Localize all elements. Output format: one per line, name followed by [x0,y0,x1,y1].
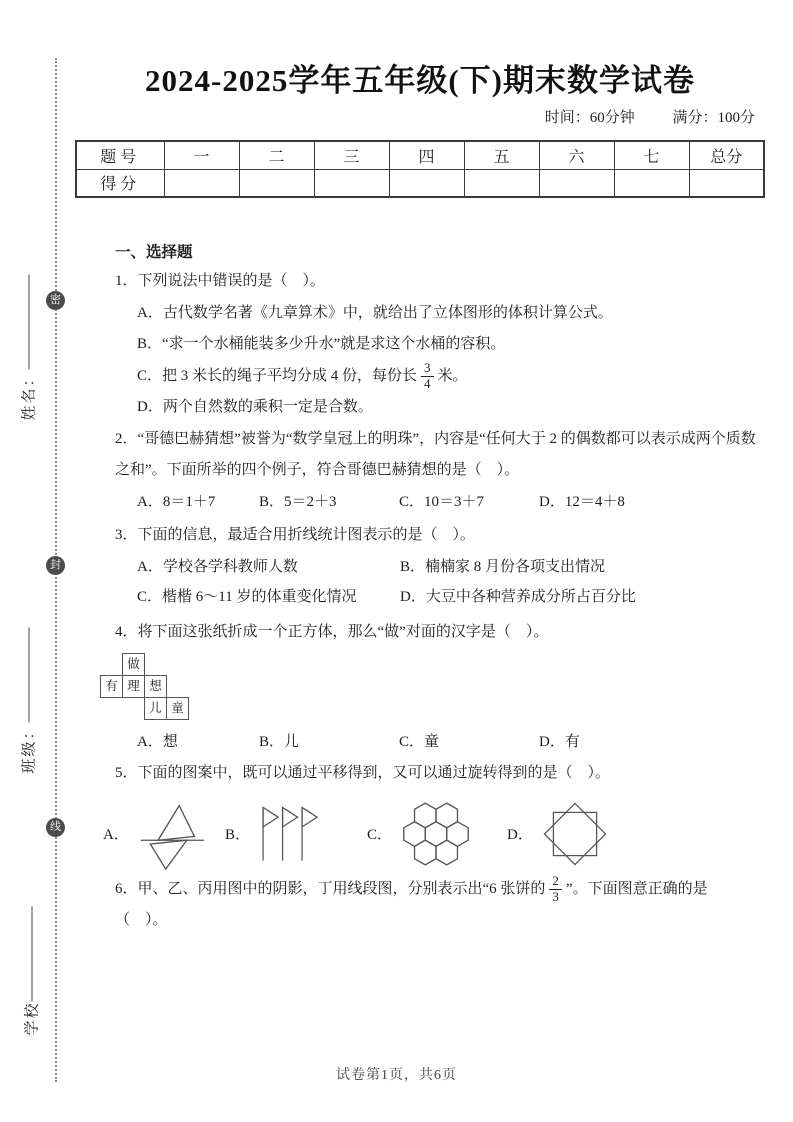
q4-option-a: A．想 [137,733,178,750]
q1-option-d: D．两个自然数的乘积一定是合数。 [137,399,373,415]
q5-label-a: A． [103,827,129,843]
cube-net-figure [100,653,200,721]
q2-option-c: C．10＝3＋7 [399,493,485,510]
net-cell: 想 [144,675,167,698]
q1-options [137,298,765,424]
q3-option-a: A．学校各学科教师人数 [137,558,298,575]
score-table-header-cell: 题号 [76,141,164,169]
question-1 [75,266,765,424]
seal-char-feng: 封 [46,556,65,575]
school-field [21,886,42,1036]
fraction-denominator: 4 [424,375,431,391]
net-cell: 有 [100,675,123,698]
net-cell: 儿 [144,697,167,720]
exam-meta [75,106,765,127]
q1-option-c-text: C．把 3 米长的绳子平均分成 4 份，每份长 [137,367,418,384]
seal-char-mi: 密 [46,291,65,310]
q5-figure-c [367,796,507,872]
fraction-denominator: 3 [552,888,559,904]
q4-stem: 4．将下面这张纸折成一个正方体，那么“做”对面的汉字是（ ）。 [115,624,549,640]
score-table-score-row [76,169,764,197]
fraction-two-thirds [549,874,562,905]
q2-options [137,487,765,519]
q4-option-d: D．有 [539,733,580,750]
fraction-three-fourths [421,361,434,392]
q5-stem: 5．下面的图案中，既可以通过平移得到，又可以通过旋转得到的是（ ）。 [115,765,611,781]
score-cell-empty [164,169,239,197]
score-cell-empty [389,169,464,197]
q5-figure-b [225,800,367,868]
q6-answer-blank: （ ）。 [115,912,168,928]
score-table-header-cell: 五 [464,141,539,169]
net-cell: 做 [122,653,145,676]
score-row-label: 得分 [76,169,164,197]
q1-option-a: A．古代数学名著《九章算术》中，就给出了立体图形的体积计算公式。 [137,304,613,321]
net-cell: 童 [166,697,189,720]
score-cell-empty [689,169,764,197]
honeycomb-icon [398,796,474,872]
score-table-header-cell: 总分 [689,141,764,169]
q2-option-a: A．8＝1＋7 [137,493,216,510]
name-label: 姓名： [21,369,38,421]
q5-label-b: B． [225,827,251,843]
q1-stem: 1．下列说法中错误的是（ ）。 [115,273,326,289]
full-score: 满分：100分 [672,110,755,126]
question-3 [75,520,765,613]
question-4 [75,617,765,758]
name-field [18,271,39,421]
q6-stem-suffix: ”。下面图意正确的是 [565,880,708,897]
q5-figure-d [507,798,611,870]
q2-option-d: D．12＝4＋8 [539,493,625,510]
section-heading: 一、选择题 [115,244,193,261]
q4-option-b: B．儿 [259,733,300,750]
q3-option-b: B．楠楠家 8 月份各项支出情况 [400,558,606,575]
score-table-header-cell: 一 [164,141,239,169]
question-6 [75,874,765,937]
fraction-numerator: 3 [421,361,434,377]
q4-options [137,727,765,759]
score-cell-empty [239,169,314,197]
score-cell-empty [314,169,389,197]
score-cell-empty [614,169,689,197]
class-label: 班级： [21,722,38,774]
score-table [75,140,765,198]
class-blank-line [27,627,30,722]
page-footer: 试卷第1页，共6页 [336,1068,457,1083]
q1-option-c-suffix: 米。 [437,367,468,384]
q5-figures [103,796,765,872]
q2-option-b: B．5＝2＋3 [259,493,337,510]
fraction-numerator: 2 [549,874,562,890]
q3-options [137,552,765,614]
q1-option-b: B．“求一个水桶能装多少升水”就是求这个水桶的容积。 [137,336,506,352]
class-field [18,624,39,774]
score-cell-empty [464,169,539,197]
q5-figure-a [103,798,225,870]
q3-stem: 3．下面的信息，最适合用折线统计图表示的是（ ）。 [115,527,476,543]
q1-option-c [137,361,765,393]
score-table-header-cell: 六 [539,141,614,169]
school-label: 学校 [24,1001,41,1036]
name-blank-line [27,274,30,369]
exam-page [75,55,765,937]
page-title: 2024-2025学年五年级(下)期末数学试卷 [145,63,695,98]
q6-stem-text: 6．甲、乙、丙用图中的阴影，丁用线段图，分别表示出“6 张饼的 [115,880,546,897]
score-table-header-cell: 二 [239,141,314,169]
q5-label-c: C． [367,827,393,843]
q3-option-d: D．大豆中各种营养成分所占百分比 [400,589,636,606]
time-limit: 时间：60分钟 [544,110,635,126]
score-table-header-cell: 七 [614,141,689,169]
net-cell: 理 [122,675,145,698]
score-cell-empty [539,169,614,197]
pinwheel-icon [135,798,207,870]
q5-label-d: D． [507,827,533,843]
score-table-header-cell: 四 [389,141,464,169]
q3-option-c: C．楷楷 6～11 岁的体重变化情况 [137,589,357,606]
q2-stem: 2．“哥德巴赫猜想”被誉为“数学皇冠上的明珠”，内容是“任何大于 2 的偶数都可以表示成两个质数之和”。下面所举的四个例子，符合哥德巴赫猜想的是（ ）。 [115,430,756,478]
q6-stem [115,874,765,906]
star-squares-icon [539,798,611,870]
score-table-header-row [76,141,764,169]
pennant-flags-icon [256,800,318,868]
question-2 [75,424,765,519]
score-table-header-cell: 三 [314,141,389,169]
seal-char-xian: 线 [46,818,65,837]
question-5 [75,758,765,872]
school-blank-line [30,906,33,1001]
q4-option-c: C．童 [399,733,440,750]
